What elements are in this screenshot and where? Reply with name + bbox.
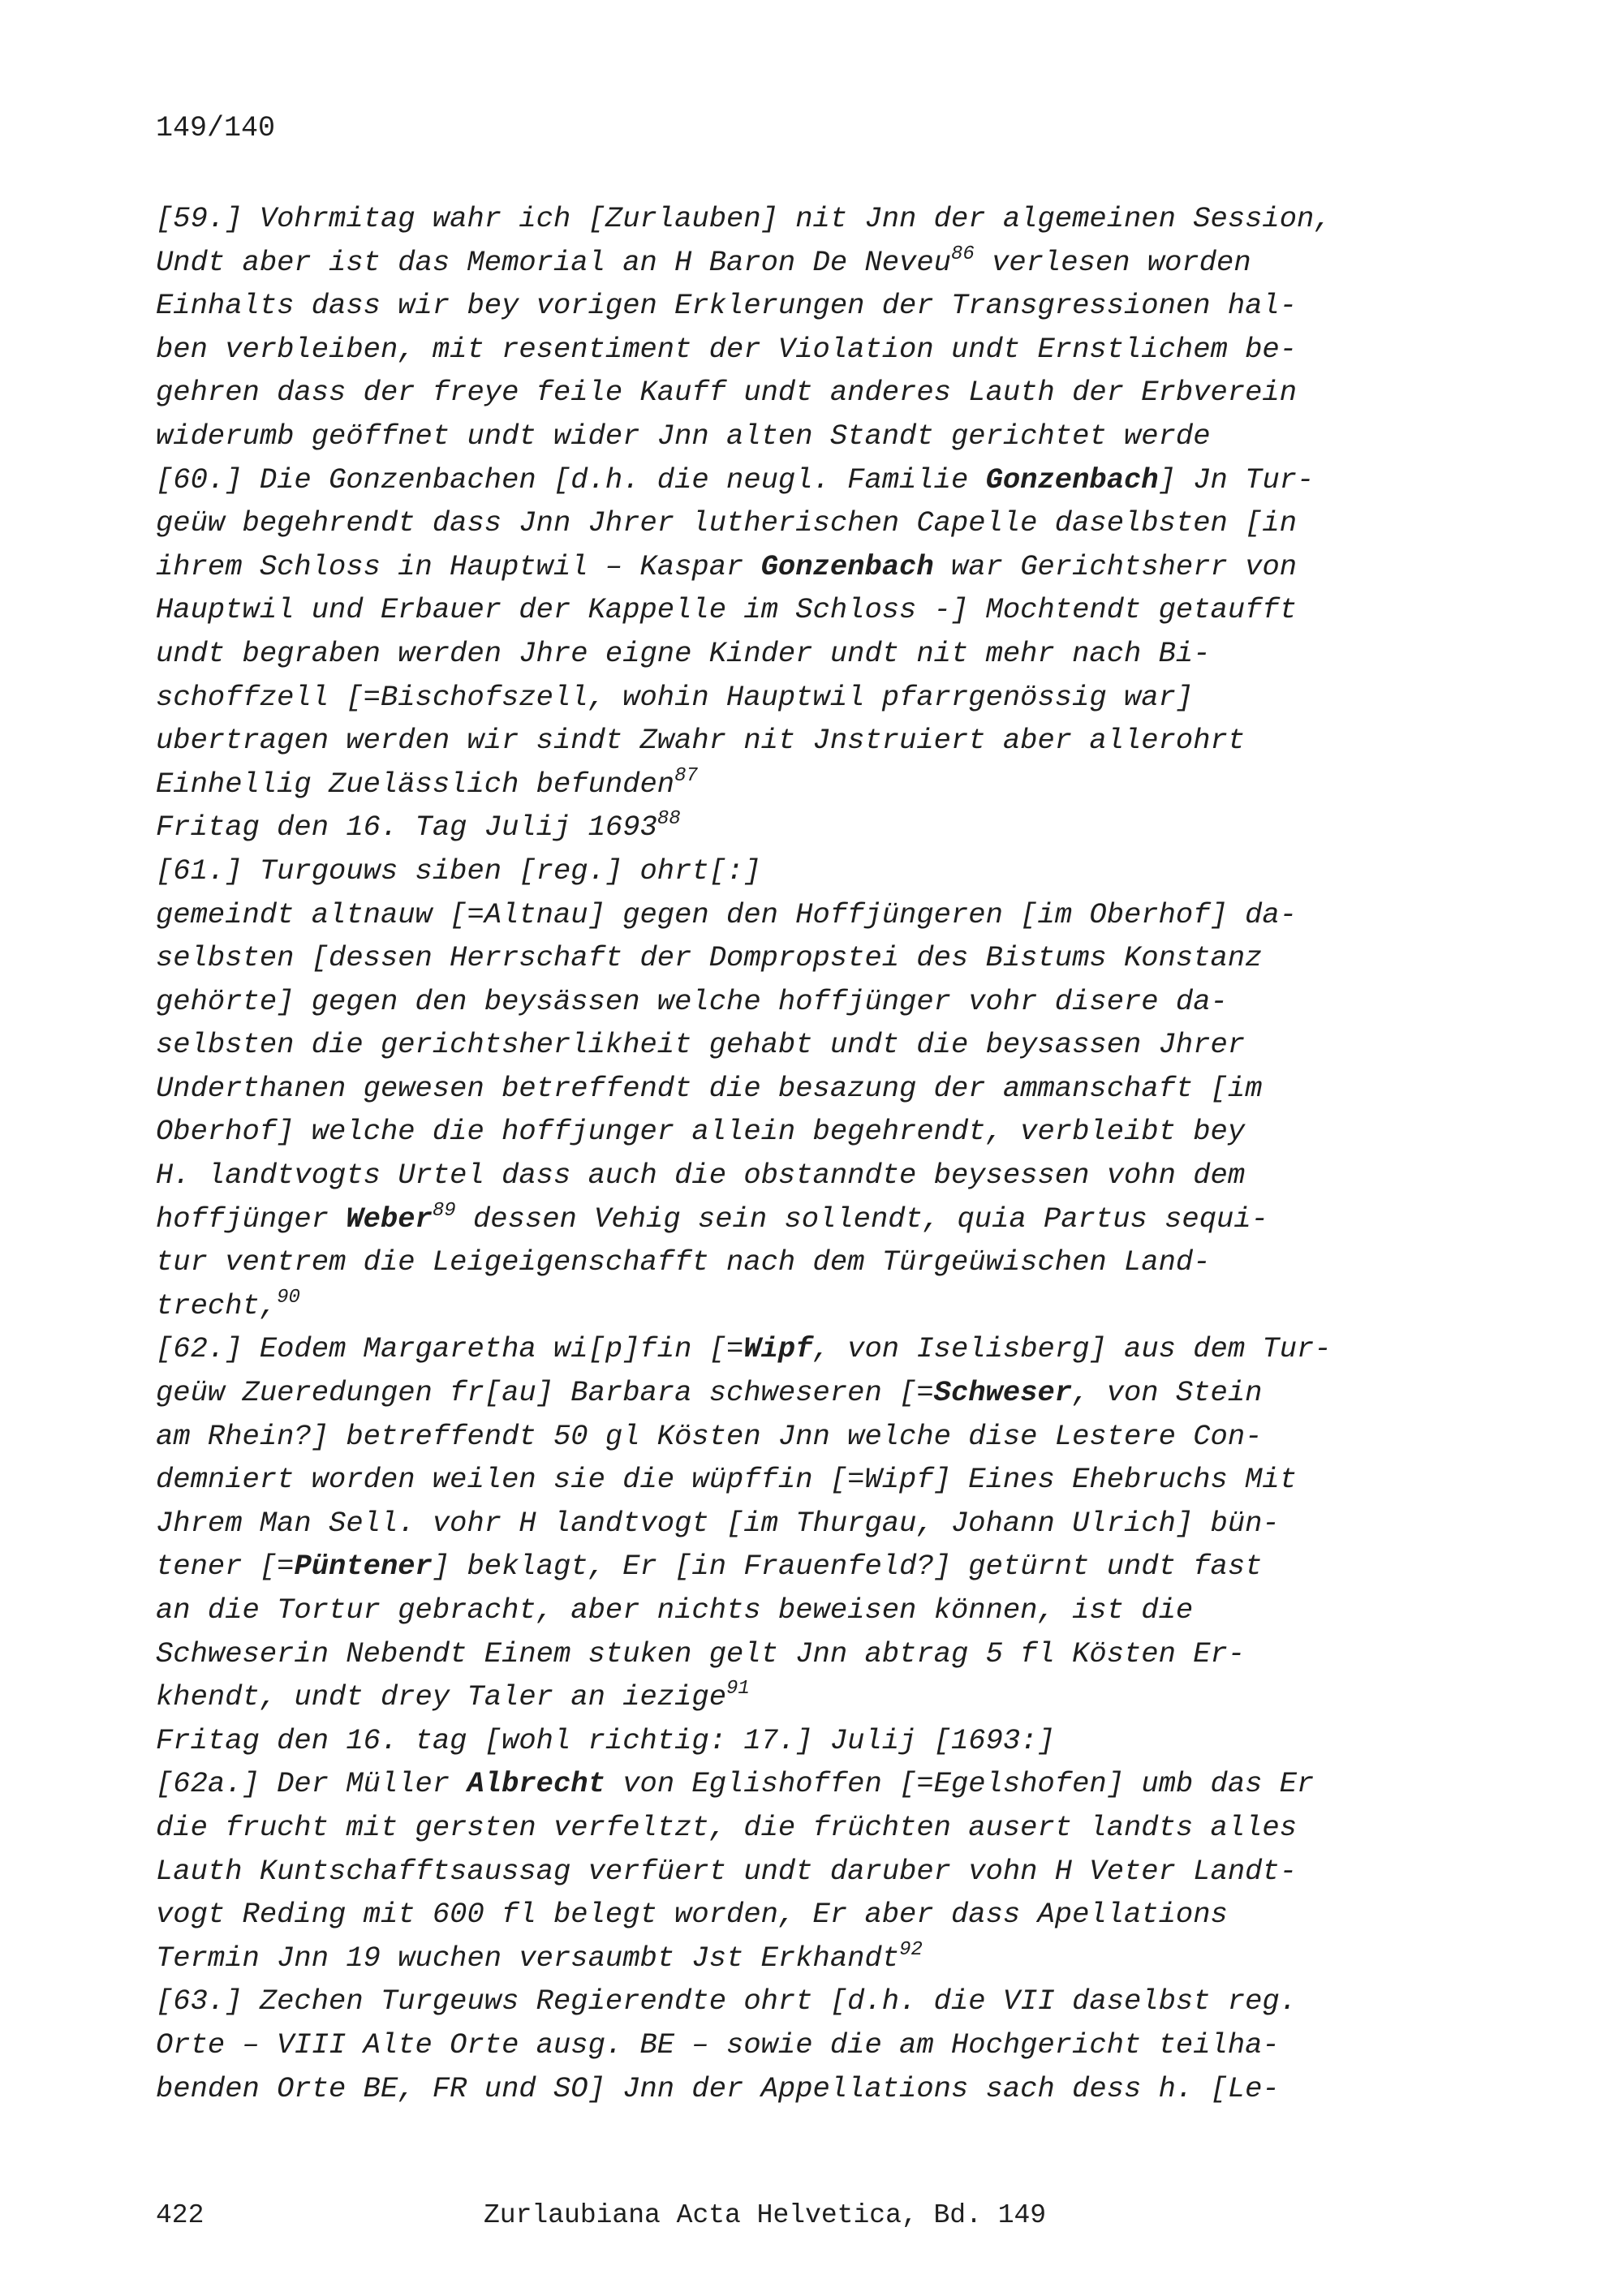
text-line: benden Orte BE, FR und SO] Jnn der Appellations sach dess h. [Le- bbox=[156, 2071, 1280, 2105]
page-footer bbox=[0, 2200, 1623, 2241]
footnote-ref-91[interactable]: 91 bbox=[726, 1678, 750, 1701]
text-line: selbsten [dessen Herrschaft der Dompropstei des Bistums Konstanz bbox=[156, 941, 1263, 975]
entry-62 bbox=[156, 1327, 1487, 1718]
text-run: war Gerichtsherr von bbox=[933, 549, 1298, 583]
text-line: an die Tortur gebracht, aber nichts beweisen können, ist die bbox=[156, 1593, 1194, 1627]
text-line: ben verbleiben, mit resentiment der Violation undt Ernstlichem be- bbox=[156, 332, 1298, 366]
text-line: gehren dass der freye feile Kauff undt anderes Lauth der Erbverein bbox=[156, 376, 1298, 410]
footnote-ref-89[interactable]: 89 bbox=[432, 1199, 456, 1222]
text-run: hoffjünger bbox=[156, 1202, 347, 1236]
text-run: verlesen worden bbox=[974, 245, 1251, 279]
name-albrecht: Albrecht bbox=[467, 1767, 605, 1801]
text-line bbox=[156, 1545, 1487, 1589]
text-line: Einhalts dass wir bey vorigen Erklerungen der Transgressionen hal- bbox=[156, 289, 1298, 323]
name-gonzenbach: Gonzenbach bbox=[985, 462, 1159, 497]
name-schweser: Schweser bbox=[933, 1376, 1073, 1410]
text-run: ] beklagt, Er [in Frauenfeld?] getürnt undt fast bbox=[432, 1550, 1263, 1584]
text-line: Lauth Kuntschafftsaussag verfüert undt daruber vohn H Veter Landt- bbox=[156, 1854, 1298, 1888]
text-line: schoffzell [=Bischofszell, wohin Hauptwil pfarrgenössig war] bbox=[156, 680, 1194, 714]
text-run: geüw Zueredungen fr[au] Barbara schweseren [= bbox=[156, 1376, 934, 1410]
name-weber: Weber bbox=[346, 1202, 433, 1236]
text-line: tur ventrem die Leigeigenschafft nach dem Türgeüwischen Land- bbox=[156, 1245, 1211, 1279]
text-run: von Eglishoffen [=Egelshofen] umb das Er bbox=[605, 1767, 1315, 1801]
text-line: [63.] Zechen Turgeuws Regierendte ohrt [d.h. die VII daselbst reg. bbox=[156, 1984, 1298, 2019]
text-line bbox=[156, 1371, 1487, 1415]
text-run: [62a.] Der Müller bbox=[156, 1767, 467, 1801]
text-line: gemeindt altnauw [=Altnau] gegen den Hoffjüngeren [im Oberhof] da- bbox=[156, 897, 1298, 931]
document-body bbox=[156, 197, 1487, 2110]
entry-59 bbox=[156, 197, 1487, 458]
text-line: Hauptwil und Erbauer der Kappelle im Schloss -] Mochtendt getaufft bbox=[156, 593, 1298, 627]
text-run: tener [= bbox=[156, 1550, 295, 1584]
text-line: Fritag den 16. tag [wohl richtig: 17.] Julij [1693:] bbox=[156, 1723, 1055, 1757]
footnote-ref-86[interactable]: 86 bbox=[950, 243, 975, 265]
text-line bbox=[156, 241, 1487, 285]
text-line: [61.] Turgouws siben [reg.] ohrt[:] bbox=[156, 853, 761, 888]
text-line bbox=[156, 806, 1487, 849]
text-line: am Rhein?] betreffendt 50 gl Kösten Jnn welche dise Lestere Con- bbox=[156, 1419, 1263, 1453]
text-line: ubertragen werden wir sindt Zwahr nit Jnstruiert aber allerohrt bbox=[156, 724, 1246, 758]
text-run: dessen Vehig sein sollendt, quia Partus sequi- bbox=[455, 1202, 1268, 1236]
text-line: [59.] Vohrmitag wahr ich [Zurlauben] nit Jnn der algemeinen Session, bbox=[156, 202, 1332, 235]
page-number: 422 bbox=[156, 2200, 204, 2230]
text-run: [62.] Eodem Margaretha wi[p]fin [= bbox=[156, 1332, 744, 1366]
entry-60 bbox=[156, 458, 1487, 806]
entry-62a bbox=[156, 1762, 1487, 1980]
text-run: Einhellig Zuelässlich befunden bbox=[156, 767, 675, 801]
text-run: ] Jn Tur- bbox=[1158, 462, 1315, 497]
entry-63 bbox=[156, 1980, 1487, 2110]
text-line: gehörte] gegen den beysässen welche hoffjünger vohr disere da- bbox=[156, 984, 1228, 1018]
text-line: Schweserin Nebendt Einem stuken gelt Jnn abtrag 5 fl Kösten Er- bbox=[156, 1636, 1246, 1670]
text-line: Orte – VIII Alte Orte ausg. BE – sowie die am Hochgericht teilha- bbox=[156, 2027, 1280, 2062]
text-line bbox=[156, 545, 1487, 589]
text-line bbox=[156, 1197, 1487, 1241]
footnote-ref-90[interactable]: 90 bbox=[277, 1286, 300, 1309]
text-run: Undt aber ist das Memorial an H Baron De Neveu bbox=[156, 245, 951, 279]
text-line: die frucht mit gersten verfeltzt, die früchten ausert landts alles bbox=[156, 1810, 1298, 1844]
text-line bbox=[156, 1937, 1487, 1980]
text-line bbox=[156, 763, 1487, 806]
text-line: selbsten die gerichtsherlikheit gehabt undt die beysassen Jhrer bbox=[156, 1028, 1246, 1062]
text-line bbox=[156, 1327, 1487, 1371]
footnote-ref-92[interactable]: 92 bbox=[899, 1938, 923, 1961]
text-line: Jhrem Man Sell. vohr H landtvogt [im Thurgau, Johann Ulrich] bün- bbox=[156, 1506, 1280, 1540]
text-run: [60.] Die Gonzenbachen [d.h. die neugl. Familie bbox=[156, 462, 986, 497]
text-run: ihrem Schloss in Hauptwil – Kaspar bbox=[156, 549, 761, 583]
text-line bbox=[156, 1762, 1487, 1806]
text-line: undt begraben werden Jhre eigne Kinder undt nit mehr nach Bi- bbox=[156, 636, 1211, 670]
text-line bbox=[156, 1284, 1487, 1328]
footnote-ref-87[interactable]: 87 bbox=[674, 764, 698, 787]
text-run: , von Stein bbox=[1072, 1376, 1263, 1410]
text-line bbox=[156, 1675, 1487, 1719]
date-heading-16-julij bbox=[156, 806, 1487, 849]
text-line: Oberhof] welche die hoffjunger allein begehrendt, verbleibt bey bbox=[156, 1115, 1246, 1149]
name-wipf: Wipf bbox=[743, 1332, 813, 1366]
footnote-ref-88[interactable]: 88 bbox=[657, 808, 681, 831]
publication-title: Zurlaubiana Acta Helvetica, Bd. 149 bbox=[484, 2200, 1047, 2230]
date-heading-17-julij bbox=[156, 1719, 1487, 1763]
text-run: , von Iselisberg] aus dem Tur- bbox=[812, 1332, 1332, 1366]
name-puntener: Püntener bbox=[294, 1550, 433, 1584]
text-run: Termin Jnn 19 wuchen versaumbt Jst Erkhandt bbox=[156, 1941, 900, 1975]
text-line bbox=[156, 458, 1487, 502]
name-gonzenbach: Gonzenbach bbox=[760, 549, 934, 583]
page-reference: 149/140 bbox=[156, 112, 276, 144]
text-run: trecht, bbox=[156, 1288, 278, 1322]
text-line: geüw begehrendt dass Jnn Jhrer lutherischen Capelle daselbsten [in bbox=[156, 506, 1298, 540]
text-line: demniert worden weilen sie die wüpffin [=Wipf] Eines Ehebruchs Mit bbox=[156, 1463, 1298, 1497]
text-line: H. landtvogts Urtel dass auch die obstanndte beysessen vohn dem bbox=[156, 1159, 1246, 1193]
text-run: Fritag den 16. Tag Julij 1693 bbox=[156, 810, 657, 845]
entry-61 bbox=[156, 849, 1487, 1328]
text-run: khendt, undt drey Taler an iezige bbox=[156, 1680, 727, 1714]
text-line: vogt Reding mit 600 fl belegt worden, Er aber dass Apellations bbox=[156, 1898, 1228, 1932]
text-line: Underthanen gewesen betreffendt die besazung der ammanschaft [im bbox=[156, 1071, 1263, 1105]
text-line: widerumb geöffnet undt wider Jnn alten Standt gerichtet werde bbox=[156, 419, 1211, 453]
